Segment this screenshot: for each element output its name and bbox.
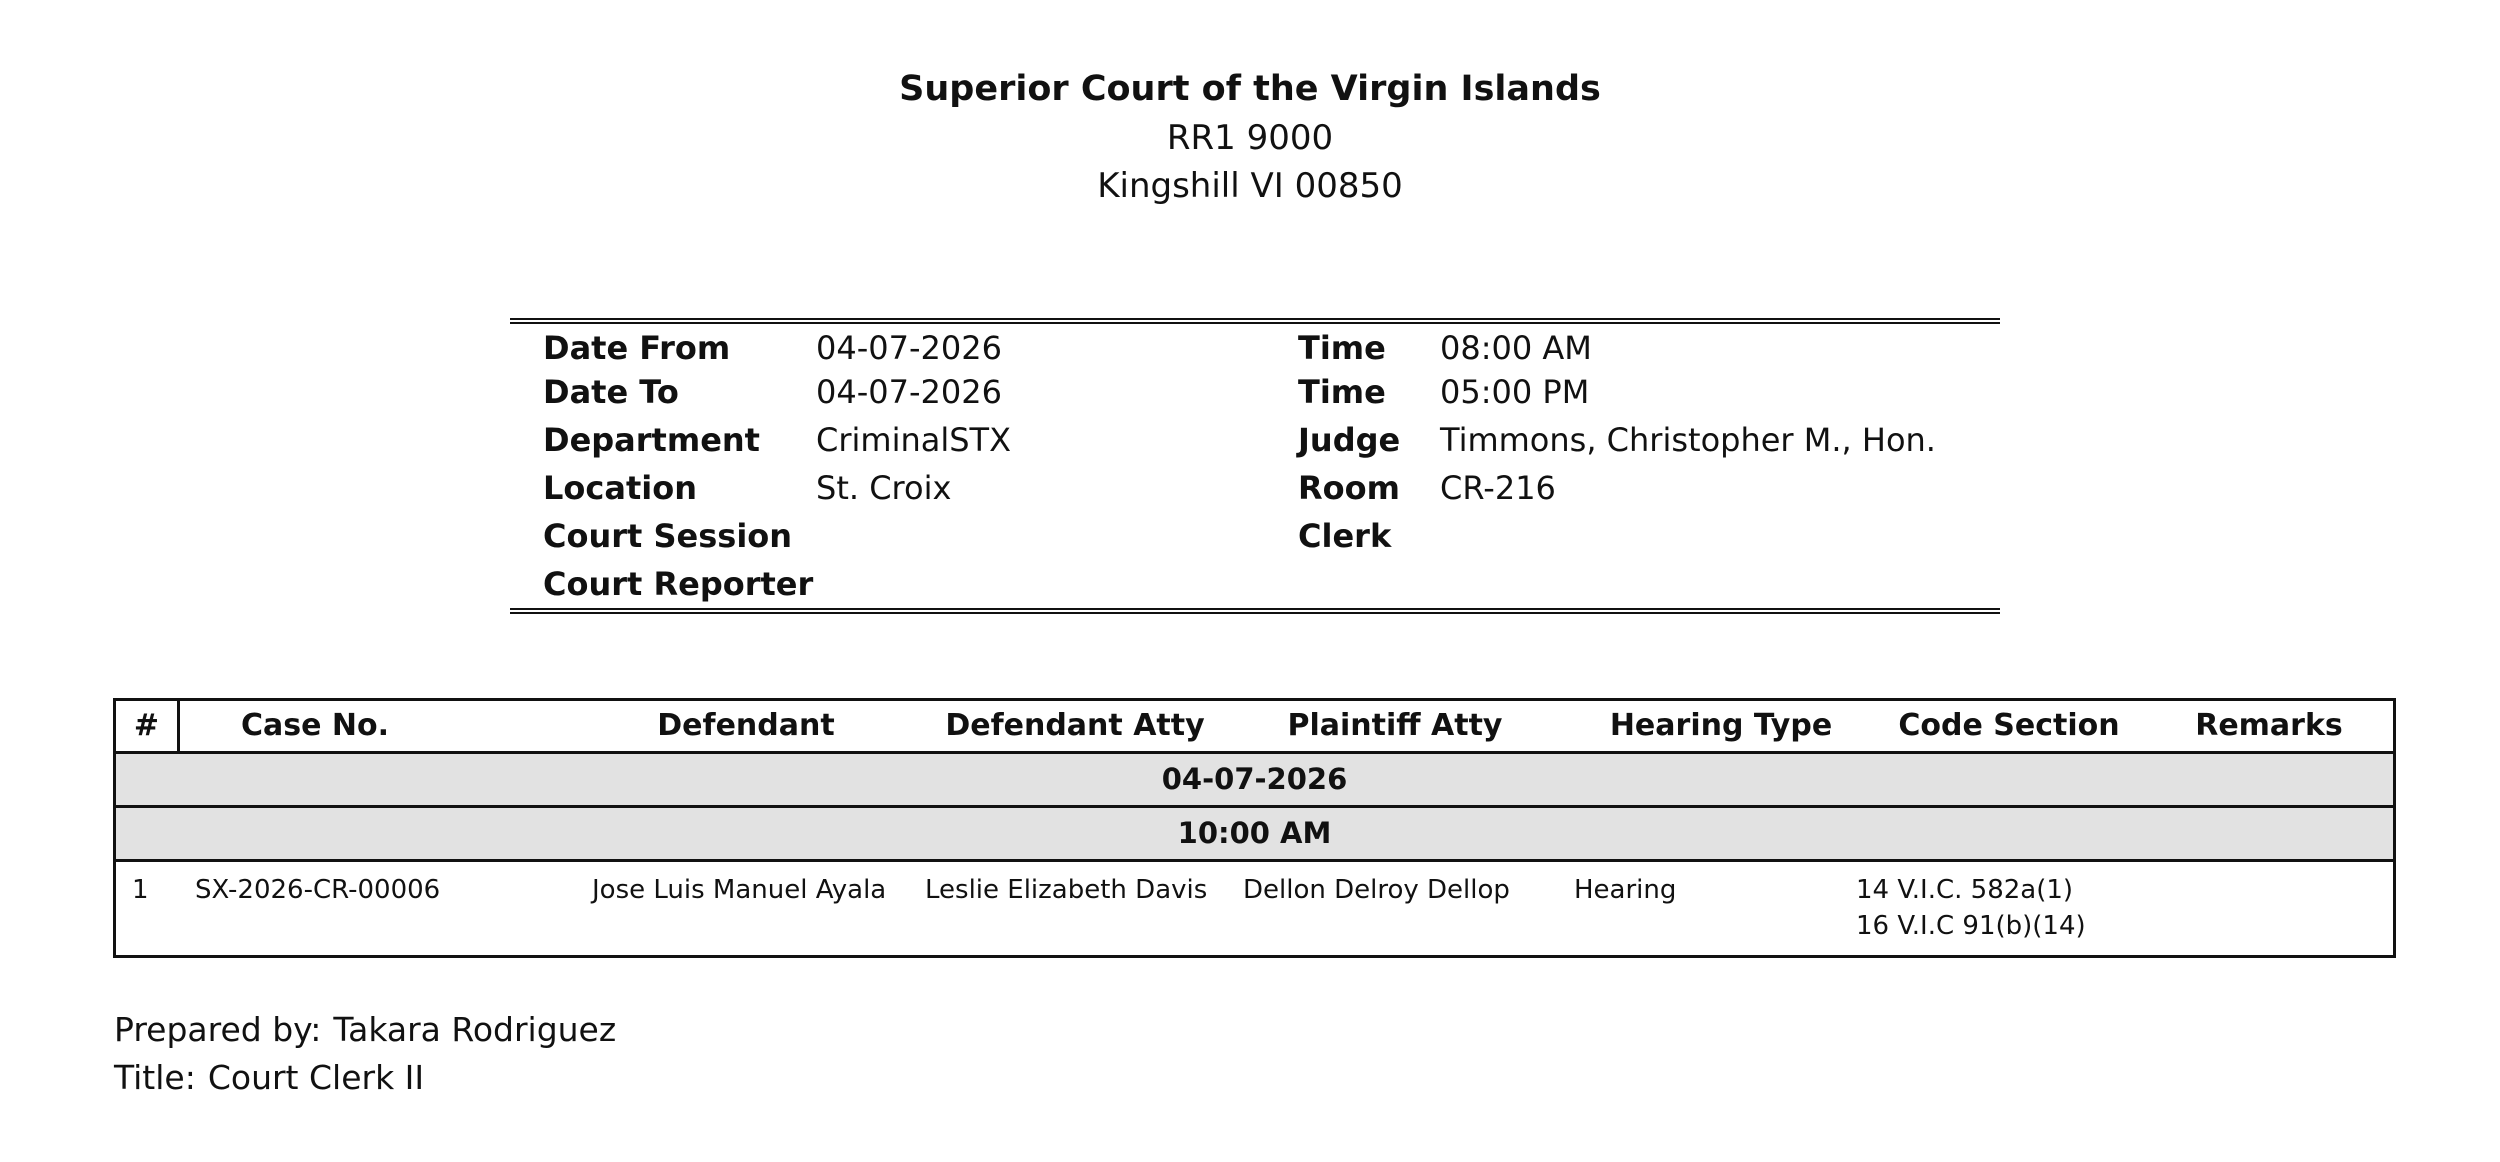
prepared-by-label: Prepared by:	[114, 1010, 322, 1049]
code-section	[1856, 872, 2086, 944]
judge-label: Judge	[1298, 421, 1401, 459]
table-row	[116, 862, 2393, 955]
court-address-line1: RR1 9000	[1166, 118, 1334, 158]
time-to-label: Time	[1298, 373, 1386, 411]
date-to-label: Date To	[543, 373, 679, 411]
location-value: St. Croix	[816, 469, 952, 507]
prepared-by-name: Takara Rodriguez	[333, 1010, 617, 1049]
info-row	[510, 368, 2000, 416]
calendar-table	[113, 698, 2396, 958]
info-row	[510, 512, 2000, 560]
prepared-by-line	[114, 1006, 616, 1054]
col-header-plaintiff-atty: Plaintiff Atty	[1287, 708, 1503, 743]
time-to-value: 05:00 PM	[1440, 373, 1590, 411]
location-label: Location	[543, 469, 697, 507]
court-address-line2: Kingshill VI 00850	[1097, 166, 1403, 206]
court-name: Superior Court of the Virgin Islands	[899, 69, 1601, 109]
defendant-attorney: Leslie Elizabeth Davis	[925, 875, 1208, 905]
col-header-defendant-atty: Defendant Atty	[945, 708, 1205, 743]
time-group-row: 10:00 AM	[116, 808, 2393, 862]
time-from-label: Time	[1298, 329, 1386, 367]
date-from-value: 04-07-2026	[816, 329, 1002, 367]
info-row	[510, 324, 2000, 372]
title-line	[114, 1054, 616, 1102]
plaintiff-attorney: Dellon Delroy Dellop	[1243, 875, 1510, 905]
col-header-case-no: Case No.	[240, 708, 390, 743]
court-reporter-label: Court Reporter	[543, 565, 814, 603]
col-header-defendant: Defendant	[657, 708, 835, 743]
court-session-label: Court Session	[543, 517, 793, 555]
row-number: 1	[132, 875, 149, 905]
title-label: Title:	[114, 1058, 196, 1097]
code-section-line: 16 V.I.C 91(b)(14)	[1856, 911, 2086, 941]
court-header	[0, 64, 2500, 210]
calendar-info-block	[510, 318, 2000, 614]
table-header-row	[116, 701, 2393, 754]
room-label: Room	[1298, 469, 1400, 507]
info-row	[510, 464, 2000, 512]
defendant-name: Jose Luis Manuel Ayala	[592, 875, 887, 905]
prepared-by-block	[114, 1006, 616, 1102]
date-from-label: Date From	[543, 329, 731, 367]
col-header-remarks: Remarks	[2195, 708, 2343, 743]
department-label: Department	[543, 421, 760, 459]
info-row	[510, 416, 2000, 464]
date-to-value: 04-07-2026	[816, 373, 1002, 411]
col-header-code-section: Code Section	[1898, 708, 2120, 743]
title-value: Court Clerk II	[207, 1058, 425, 1097]
judge-value: Timmons, Christopher M., Hon.	[1440, 421, 1936, 459]
time-from-value: 08:00 AM	[1440, 329, 1592, 367]
code-section-line: 14 V.I.C. 582a(1)	[1856, 875, 2074, 905]
date-group-row: 04-07-2026	[116, 754, 2393, 808]
col-header-number: #	[133, 708, 160, 743]
case-number: SX-2026-CR-00006	[195, 875, 441, 905]
clerk-label: Clerk	[1298, 517, 1392, 555]
info-row	[510, 560, 2000, 608]
department-value: CriminalSTX	[816, 421, 1012, 459]
room-value: CR-216	[1440, 469, 1556, 507]
hearing-type: Hearing	[1574, 875, 1677, 905]
col-header-hearing-type: Hearing Type	[1609, 708, 1833, 743]
